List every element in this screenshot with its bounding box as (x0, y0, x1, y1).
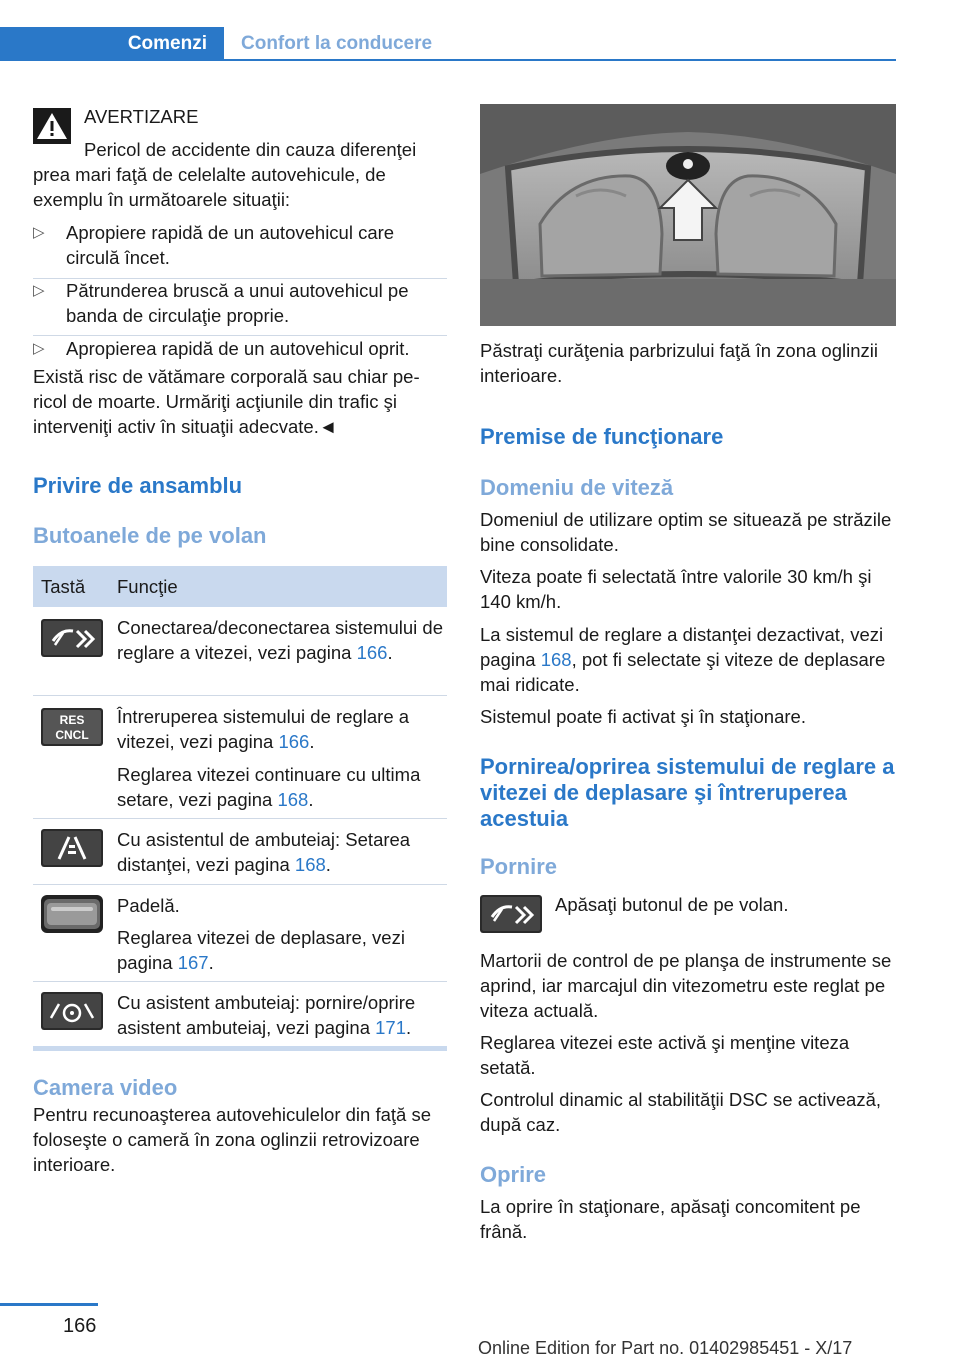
table-row (33, 885, 447, 981)
section-heading-on-off: Pornirea/oprirea sistemului de reglare a vitezei de deplasare şi întreruperea acestuia (480, 754, 895, 831)
bullet-text: Apropierea rapidă de un autovehicul oprit. (66, 338, 410, 359)
table-row (33, 696, 447, 818)
cruise-control-button-icon (480, 895, 542, 933)
column-header-function: Funcţie (117, 576, 178, 597)
header-rule (224, 59, 896, 61)
speed-paragraph: Sistemul poate fi activat şi în staţionare. (480, 706, 806, 727)
tab-comenzi[interactable]: Comenzi (0, 27, 224, 61)
subheading-stop: Oprire (480, 1162, 547, 1187)
tab-confort-la-conducere[interactable]: Confort la conducere (241, 33, 433, 54)
table-row (33, 982, 447, 1046)
page-link[interactable]: 166 (278, 731, 310, 752)
camera-text: Pentru recunoaşterea autovehiculelor din faţă se foloseşte o cameră în zona oglinzii retrovizoare interioare. (33, 1104, 432, 1175)
page-link[interactable]: 166 (356, 642, 388, 663)
windshield-camera-photo (480, 104, 896, 326)
subheading-speed-range: Domeniu de viteză (480, 475, 674, 500)
bullet-triangle-icon: ▷ (33, 282, 45, 299)
svg-text:RES: RES (59, 713, 85, 727)
page-number: 166 (63, 1315, 97, 1337)
table-row (33, 607, 447, 695)
res-cncl-button-icon (41, 708, 103, 746)
chapter-header (0, 27, 896, 61)
bullet-text: Apropiere rapidă de un autovehicul care circulă încet. (66, 222, 395, 268)
bullet-triangle-icon: ▷ (33, 340, 45, 357)
start-paragraph: Controlul dinamic al stabilităţii DSC se activează, după caz. (480, 1089, 882, 1135)
section-heading-overview: Privire de ansamblu (33, 473, 243, 498)
page-link[interactable]: 167 (177, 952, 209, 973)
start-paragraph: Martorii de control de pe planşa de instrumente se aprind, iar marcajul din vitezometru este reglat pe viteza actuală. (480, 950, 892, 1021)
footer-rule (0, 1303, 98, 1306)
rocker-switch-icon (41, 895, 103, 933)
subheading-start: Pornire (480, 854, 558, 879)
svg-text:CNCL: CNCL (55, 728, 89, 742)
stop-text: La oprire în staţionare, apăsaţi concomitent pe frână. (480, 1196, 861, 1242)
page-link[interactable]: 168 (540, 649, 572, 670)
row-function-text: Padelă. (117, 895, 180, 916)
bullet-triangle-icon: ▷ (33, 224, 45, 241)
column-header-key: Tastă (41, 576, 86, 597)
row-function-text: Reglarea vitezei de deplasare, vezi pagina 167. (117, 927, 405, 973)
bullet-text: Pătrunderea bruscă a unui autovehicul pe banda de circulaţie proprie. (66, 280, 409, 326)
table-end-rule (33, 1046, 447, 1051)
page-link[interactable]: 168 (277, 789, 309, 810)
row-function-text: Întreruperea sistemului de reglare a vitezei, vezi pagina 166. (117, 706, 410, 752)
traffic-jam-assistant-button-icon (41, 992, 103, 1030)
row-function-text: Cu asistent ambuteiaj: pornire/oprire asistent ambuteiaj, vezi pagina 171. (117, 992, 416, 1038)
start-instruction: Apăsaţi butonul de pe volan. (555, 894, 789, 915)
row-function-text: Conectarea/deconectarea sistemului de reglare a vitezei, vezi pagina 166. (117, 617, 443, 663)
speed-paragraph: Viteza poate fi selectată între valorile 30 km/h şi 140 km/h. (480, 566, 872, 612)
section-heading-premise: Premise de funcţionare (480, 424, 724, 449)
subheading-camera: Camera video (33, 1075, 178, 1100)
page-link[interactable]: 168 (294, 854, 326, 875)
warning-closing: Există risc de vătămare corporală sau chiar pericol de moarte. Urmăriţi acţiunile din trafic şi interveniţi activ în situaţii adecvate.◄ (33, 366, 420, 437)
edition-footer: Online Edition for Part no. 01402985451 - X/17 (478, 1338, 853, 1358)
speed-paragraph: La sistemul de reglare a distanţei dezactivat, vezi pagina 168, pot fi selectate şi viteze de deplasare mai ridicate. (480, 624, 886, 695)
cruise-control-button-icon (41, 619, 103, 657)
row-function-text: Reglarea vitezei continuare cu ultima setare, vezi pagina 168. (117, 764, 421, 810)
warning-title: AVERTIZARE (84, 106, 199, 127)
page-link[interactable]: 171 (375, 1017, 406, 1038)
subheading-steering-buttons: Butoanele de pe volan (33, 523, 267, 548)
row-function-text: Cu asistentul de ambuteiaj: Setarea distanţei, vezi pagina 168. (117, 829, 411, 875)
warning-lead: Pericol de accidente din cauza diferenţei prea mari faţă de celelalte autovehicule, de exemplu în următoarele situaţii: (33, 139, 417, 210)
distance-button-icon (41, 829, 103, 867)
table-header (33, 566, 447, 607)
table-row (33, 819, 447, 883)
start-paragraph: Reglarea vitezei este activă şi menţine viteza setată. (480, 1032, 850, 1078)
speed-paragraph: Domeniul de utilizare optim se situează pe străzile bine consolidate. (480, 509, 892, 555)
photo-caption: Păstraţi curăţenia parbrizului faţă în zona oglinzii interioare. (480, 340, 878, 386)
